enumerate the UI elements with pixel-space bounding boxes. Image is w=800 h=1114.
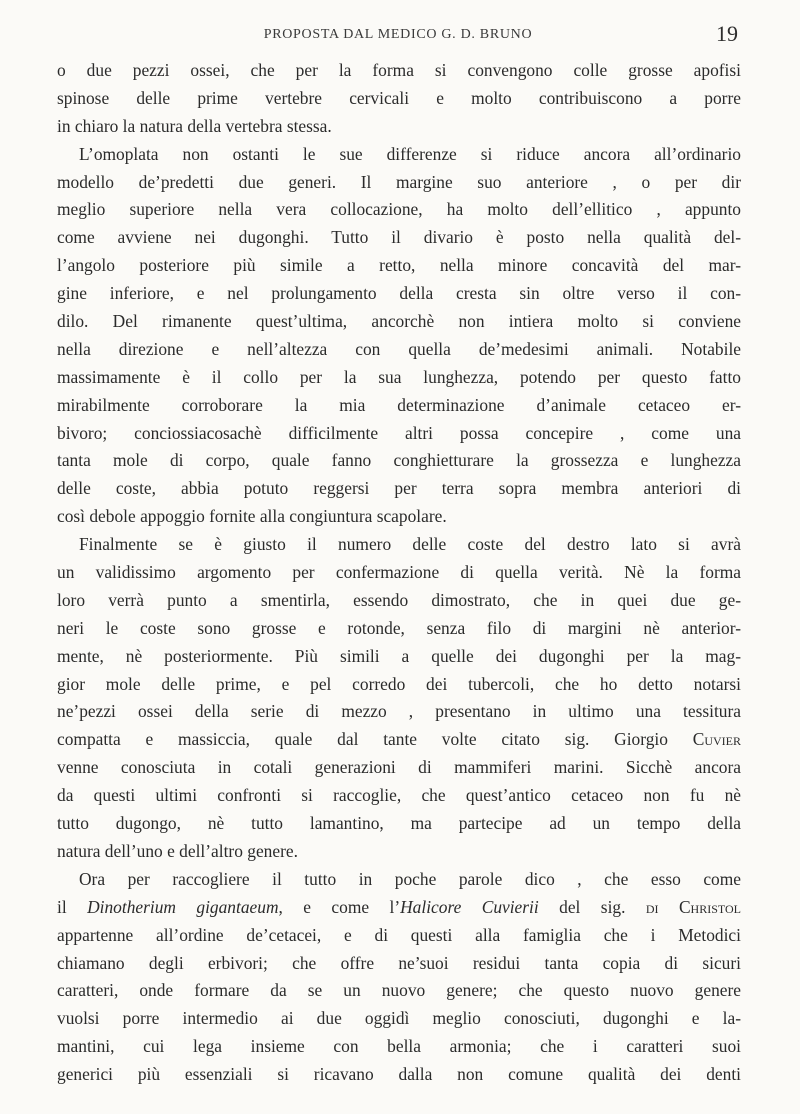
text-line: caratteri, onde formare da se un nuovo genere; che questo nuovo genere	[57, 980, 741, 1001]
author-name-cuvier: Cuvier	[692, 729, 741, 750]
text-line: delle coste, abbia potuto reggersi per terra sopra membra anteriori di	[57, 478, 741, 499]
text-line: gior mole delle prime, e pel corredo dei tubercoli, che ho detto notarsi	[57, 673, 741, 694]
text-line: chiamano degli erbivori; che offre ne’suoi residui tanta copia di sicuri	[57, 952, 741, 973]
text-line: bivoro; conciossiacosachè difficilmente altri possa concepire , come una	[57, 422, 741, 443]
text-line	[57, 726, 741, 754]
text-line: un validissimo argomento per confermazione di quella verità. Nè la forma	[57, 562, 741, 583]
author-particle: di	[645, 896, 659, 917]
text-line: tanta mole di corpo, quale fanno conghietturare la grossezza e lunghezza	[57, 450, 741, 471]
text-line: l’angolo posteriore più simile a retto, nella minore concavità del mar-	[57, 255, 741, 276]
text-line: così debole appoggio fornite alla congiuntura scapolare.	[57, 506, 447, 527]
text-line: come avviene nei dugonghi. Tutto il divario è posto nella qualità del-	[57, 227, 741, 248]
text-line: natura dell’uno e dell’altro genere.	[57, 840, 298, 861]
text-line: vuolsi porre intermedio ai due oggidì meglio conosciuti, dugonghi e la-	[57, 1008, 741, 1029]
text-line: da questi ultimi confronti si raccoglie, che quest’antico cetaceo non fu nè	[57, 785, 741, 806]
text-run: , e come l’	[278, 896, 401, 917]
text-line: nella direzione e nell’altezza con quella de’medesimi animali. Notabile	[57, 338, 741, 359]
text-run	[659, 897, 679, 917]
text-line: o due pezzi ossei, che per la forma si convengono colle grosse apofisi	[57, 60, 741, 80]
text-line: dilo. Del rimanente quest’ultima, ancorchè non intiera molto si conviene	[57, 311, 741, 332]
text-run: compatta e massiccia, quale dal tante volte citato sig. Giorgio	[57, 729, 693, 750]
text-run: del sig.	[538, 896, 646, 917]
text-line: loro verrà punto a smentirla, essendo dimostrato, che in quei due ge-	[57, 589, 741, 610]
text-line: massimamente è il collo per la sua lunghezza, potendo per questo fatto	[57, 366, 741, 387]
text-line: spinose delle prime vertebre cervicali e molto contribuiscono a porre	[57, 87, 741, 108]
text-line: venne conosciuta in cotali generazioni di mammiferi marini. Sicchè ancora	[57, 757, 741, 778]
species-name-halicore: Halicore Cuvierii	[400, 896, 539, 917]
text-line: tutto dugongo, nè tutto lamantino, ma partecipe ad un tempo della	[57, 813, 741, 834]
text-line: in chiaro la natura della vertebra stessa.	[57, 115, 332, 136]
page-number: 19	[716, 21, 738, 46]
species-name-dinotherium: Dinotherium gigantaeum	[87, 896, 279, 917]
text-line: mantini, cui lega insieme con bella armonia; che i caratteri suoi	[57, 1036, 741, 1057]
text-line	[57, 894, 741, 922]
text-line: gine inferiore, e nel prolungamento della cresta sin oltre verso il con-	[57, 283, 741, 304]
text-line: Ora per raccogliere il tutto in poche parole dico , che esso come	[79, 868, 741, 889]
running-head	[58, 21, 738, 51]
text-line: appartenne all’ordine de’cetacei, e di questi alla famiglia che i Metodici	[57, 924, 741, 945]
text-line: mente, nè posteriormente. Più simili a quelle dei dugonghi per la mag-	[57, 645, 741, 666]
text-line: neri le coste sono grosse e rotonde, senza filo di margini nè anterior-	[57, 617, 741, 638]
running-title: PROPOSTA DAL MEDICO G. D. BRUNO	[263, 27, 533, 42]
text-line: meglio superiore nella vera collocazione, ha molto dell’ellitico , appunto	[57, 199, 741, 220]
text-line: Finalmente se è giusto il numero delle coste del destro lato si avrà	[79, 534, 741, 555]
text-line: ne’pezzi ossei della serie di mezzo , presentano in ultimo una tessitura	[57, 701, 741, 722]
text-line: modello de’predetti due generi. Il margine suo anteriore , o per dir	[57, 171, 741, 192]
text-line: mirabilmente corroborare la mia determinazione d’animale cetaceo er-	[57, 394, 741, 415]
text-run: il	[57, 896, 88, 917]
text-line: L’omoplata non ostanti le sue differenze si riduce ancora all’ordinario	[79, 143, 741, 164]
author-name-christol: Christol	[678, 896, 742, 917]
text-line: generici più essenziali si ricavano dalla non comune qualità dei denti	[57, 1064, 741, 1085]
body-text	[57, 57, 741, 1089]
